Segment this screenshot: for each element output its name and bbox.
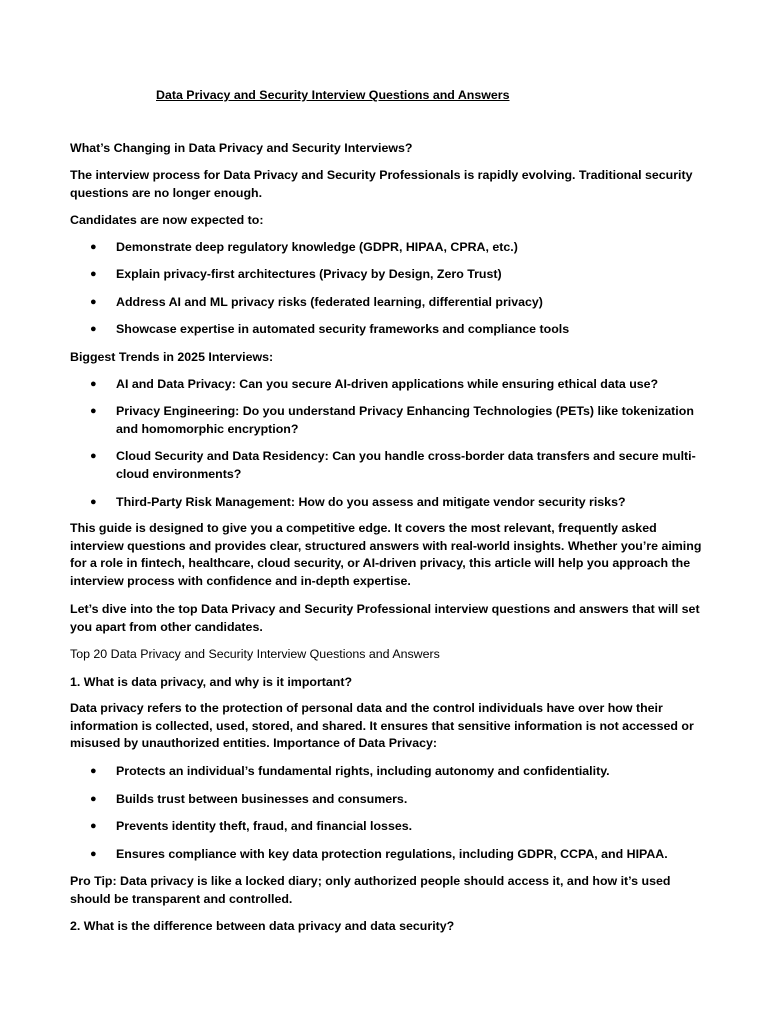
section-heading-changes: What’s Changing in Data Privacy and Security Interviews? [70, 141, 413, 155]
bullet-icon: ● [90, 848, 97, 860]
pro-tip: Pro Tip: Data privacy is like a locked diary; only authorized people should access it, and how it’s used should be transparent and controlled. [70, 874, 671, 906]
section-heading-trends: Biggest Trends in 2025 Interviews: [70, 350, 274, 364]
bullet-icon: ● [90, 323, 97, 335]
candidates-lead: Candidates are now expected to: [70, 213, 264, 227]
bullet-icon: ● [90, 820, 97, 832]
bullet-icon: ● [90, 296, 97, 308]
document-title: Data Privacy and Security Interview Questions and Answers [156, 88, 510, 102]
top20-heading: Top 20 Data Privacy and Security Interview Questions and Answers [70, 647, 440, 661]
guide-paragraph: This guide is designed to give you a competitive edge. It covers the most relevant, frequently asked interview questions and provides clear, structured answers with real-world insights. Whether you’re aiming for a role in fintech, healthcare, cloud security, or AI-driven privacy, this article will help you approach the interview process with confidence and in-depth expertise. [70, 521, 702, 588]
bullet-icon: ● [90, 793, 97, 805]
dive-paragraph: Let’s dive into the top Data Privacy and Security Professional interview questions and answers that will set you apart from other candidates. [70, 602, 700, 634]
intro-paragraph: The interview process for Data Privacy and Security Professionals is rapidly evolving. Traditional security questions are no longer enough. [70, 168, 693, 200]
bullet-icon: ● [90, 405, 97, 417]
question-2: 2. What is the difference between data privacy and data security? [70, 919, 455, 933]
bullet-icon: ● [90, 496, 97, 508]
answer-1-paragraph: Data privacy refers to the protection of personal data and the control individuals have over how their information is collected, used, stored, and shared. It ensures that sensitive information is not accessed or misused by unauthorized entities. Importance of Data Privacy: [70, 701, 694, 751]
bullet-icon: ● [90, 241, 97, 253]
bullet-icon: ● [90, 268, 97, 280]
bullet-icon: ● [90, 378, 97, 390]
question-1: 1. What is data privacy, and why is it important? [70, 675, 353, 689]
document-page: Data Privacy and Security Interview Questions and Answers What’s Changing in Data Privacy and Security Interviews? The interview process for Data Privacy and Security Professionals is rapidly evolving. Traditional security questions are no longer enough. Candidates are now expected to: ● Demonstrate deep regulatory knowledge (GDPR, HIPAA, CPRA, etc.) ● Explain privacy-first architectures (Privacy by Design, Zero Trust) ● Address AI and ML privacy risks (federated learning, differential privacy) ● Showcase expertise in automated security frameworks and compliance tools Biggest Trends in 2025 Interviews: ● AI and Data Privacy: Can you secure AI-driven applications while ensuring ethical data use? ● Privacy Engineering: Do you understand Privacy Enhancing Technologies (PETs) like tokenization and homomorphic encryption? ● Cloud Security and Data Residency: Can you handle cross-border data transfers and secure multi-cloud environments? ● Third-Party Risk Management: How do you assess and mitigate vendor security risks? This guide is designed to give you a competitive edge. It covers the most relevant, frequently asked interview questions and provides clear, structured answers with real-world insights. Whether you’re aiming for a role in fintech, healthcare, cloud security, or AI-driven privacy, this article will help you approach the interview process with confidence and in-depth expertise. Let’s dive into the top Data Privacy and Security Professional interview questions and answers that will set you apart from other candidates. Top 20 Data Privacy and Security Interview Questions and Answers 1. What is data privacy, and why is it important? Data privacy refers to the protection of personal data and the control individuals have over how their information is collected, used, stored, and shared. It ensures that sensitive information is not accessed or misused by unauthorized entities. Importance of Data Privacy: ● Protects an individual’s fundamental rights, including autonomy and confidentiality. ● Builds trust between businesses and consumers. ● Prevents identity theft, fraud, and financial losses. ● Ensures compliance with key data protection regulations, including GDPR, CCPA, and HIPAA. Pro Tip: Data privacy is like a locked diary; only authorized people should access it, and how it’s used should be transparent and controlled. 2. What is the difference between data privacy and data security? [0, 0, 768, 1024]
bullet-icon: ● [90, 765, 97, 777]
bullet-icon: ● [90, 450, 97, 462]
